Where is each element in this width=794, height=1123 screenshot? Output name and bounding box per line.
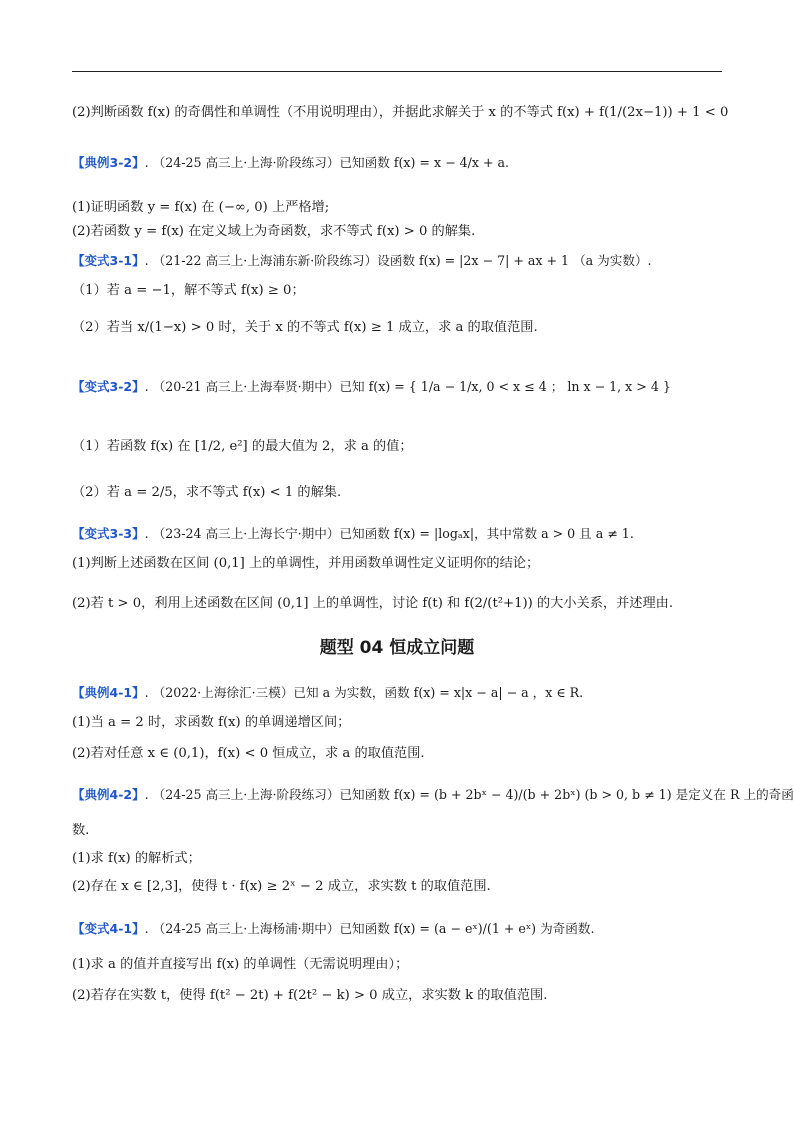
text-line: (2)若对任意 x ∈ (0,1)，f(x) < 0 恒成立，求 a 的取值范围. — [72, 746, 425, 761]
text-line: （1）若函数 f(x) 在 [1/2, e²] 的最大值为 2，求 a 的值； — [72, 439, 413, 454]
problem-line: 【典例3-2】. （24-25 高三上·上海·阶段练习）已知函数 f(x) = x − 4/x + a. — [72, 155, 510, 170]
text-line: （1）若 a = −1，解不等式 f(x) ≥ 0； — [72, 283, 305, 298]
text-line: (1)求 a 的值并直接写出 f(x) 的单调性（无需说明理由）； — [72, 957, 409, 972]
problem-line: 【变式4-1】. （24-25 高三上·上海杨浦·期中）已知函数 f(x) = (a − eˣ)/(1 + eˣ) 为奇函数. — [72, 921, 595, 936]
problem-tag: 【典例4-1】 — [72, 685, 145, 700]
problem-tag: 【典例3-2】 — [72, 155, 145, 170]
text-line: (1)求 f(x) 的解析式； — [72, 851, 201, 866]
problem-line: 【变式3-2】. （20-21 高三上·上海奉贤·期中）已知 f(x) = { 1/a − 1/x, 0 < x ≤ 4 ； ln x − 1, x > 4 } — [72, 379, 671, 394]
problem-tag: 【变式4-1】 — [72, 921, 145, 936]
text-line: (2)存在 x ∈ [2,3]，使得 t · f(x) ≥ 2ˣ − 2 成立，求实数 t 的取值范围. — [72, 879, 491, 894]
text-line: (2)判断函数 f(x) 的奇偶性和单调性（不用说明理由），并据此求解关于 x 的不等式 f(x) + f(1/(2x−1)) + 1 < 0 — [72, 105, 729, 120]
text-line: (2)若存在实数 t，使得 f(t² − 2t) + f(2t² − k) > 0 成立，求实数 k 的取值范围. — [72, 988, 548, 1003]
problem-tag: 【变式3-3】 — [72, 526, 145, 541]
problem-line: 【变式3-3】. （23-24 高三上·上海长宁·期中）已知函数 f(x) = |logₐx|，其中常数 a > 0 且 a ≠ 1. — [72, 526, 634, 541]
problem-line: 【变式3-1】. （21-22 高三上·上海浦东新·阶段练习）设函数 f(x) = |2x − 7| + ax + 1 （a 为实数）. — [72, 253, 652, 268]
section-heading: 题型 04 恒成立问题 — [319, 638, 475, 658]
text-line: (1)判断上述函数在区间 (0,1] 上的单调性，并用函数单调性定义证明你的结论； — [72, 556, 540, 571]
text-line: (1)证明函数 y = f(x) 在 (−∞, 0) 上严格增; — [72, 200, 330, 215]
problem-line: 【典例4-2】. （24-25 高三上·上海·阶段练习）已知函数 f(x) = (b + 2bˣ − 4)/(b + 2bˣ) (b > 0, b ≠ 1) 是定义在 R 上的奇函 — [72, 787, 794, 802]
text-line: （2）若当 x/(1−x) > 0 时，关于 x 的不等式 f(x) ≥ 1 成立，求 a 的取值范围. — [72, 320, 538, 335]
problem-tag: 【变式3-2】 — [72, 379, 145, 394]
text-line: (1)当 a = 2 时，求函数 f(x) 的单调递增区间； — [72, 715, 351, 730]
text-line: (2)若 t > 0，利用上述函数在区间 (0,1] 上的单调性，讨论 f(t) 和 f(2/(t²+1)) 的大小关系，并述理由. — [72, 596, 674, 611]
problem-line: 【典例4-1】. （2022·上海徐汇·三模）已知 a 为实数，函数 f(x) = x|x − a| − a ，x ∈ R. — [72, 685, 584, 700]
text-line: （2）若 a = 2/5，求不等式 f(x) < 1 的解集. — [72, 485, 342, 500]
problem-tag: 【典例4-2】 — [72, 787, 145, 802]
text-line: 数. — [72, 823, 90, 838]
text-line: (2)若函数 y = f(x) 在定义域上为奇函数，求不等式 f(x) > 0 的解集. — [72, 224, 476, 239]
problem-tag: 【变式3-1】 — [72, 253, 145, 268]
header-rule — [72, 71, 722, 72]
